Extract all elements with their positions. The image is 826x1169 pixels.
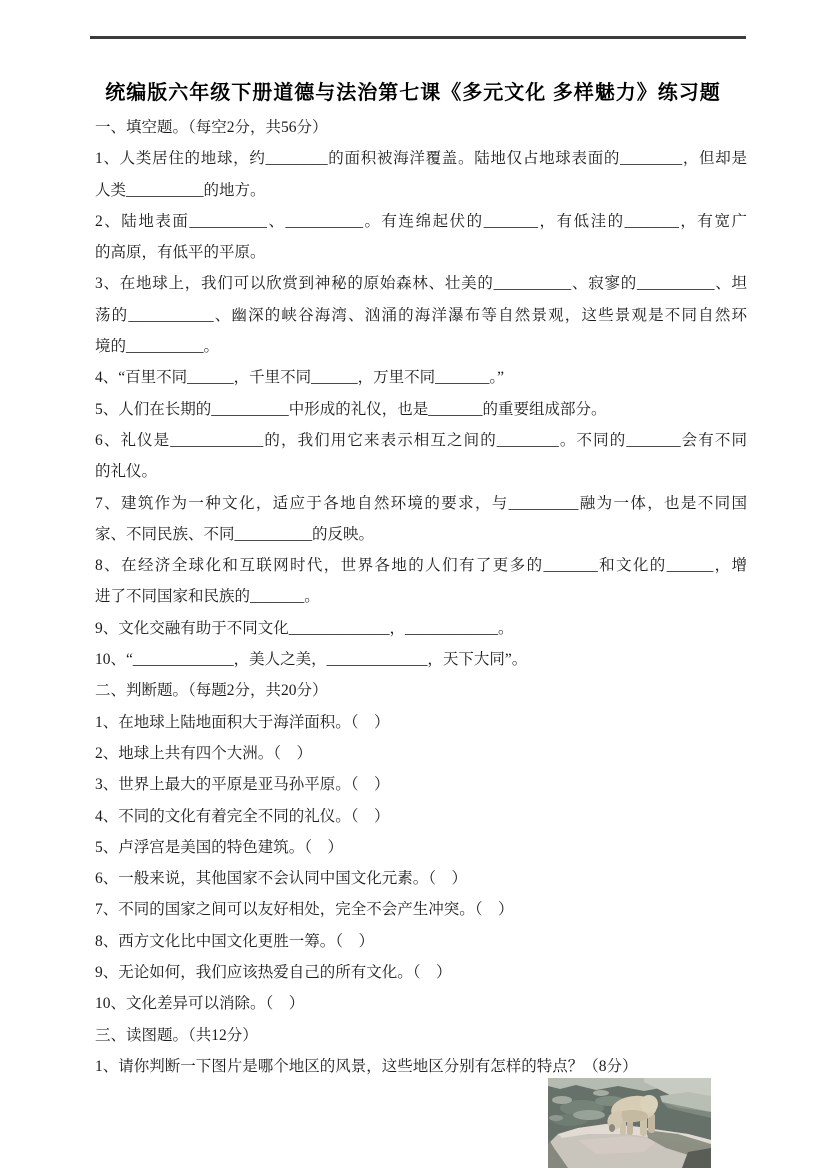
s1-q8-line2: 进了不同国家和民族的_______。 [95,588,320,606]
s2-q3: 3、世界上最大的平原是亚马孙平原。（ ） [95,776,390,794]
s1-q1-line1: 1、人类居住的地球，约________的面积被海洋覆盖。陆地仅占地球表面的________，但却是 [95,150,747,168]
s1-q6-line1: 6、礼仪是____________的，我们用它来表示相互之间的________。不同的_______会有不同 [95,431,747,449]
s1-q7-line1: 7、建筑作为一种文化，适应于各地自然环境的要求，与_________融为一体，也是不同国 [95,494,747,512]
s2-q7: 7、不同的国家之间可以友好相处，完全不会产生冲突。（ ） [95,901,514,919]
s1-q2-line1: 2、陆地表面__________、__________。有连绵起伏的_______，有低洼的_______，有宽广 [95,212,747,230]
s1-q6-line2: 的礼仪。 [95,463,158,481]
s1-q4: 4、“百里不同______，千里不同______，万里不同_______。” [95,369,505,387]
worksheet-body [95,112,747,1082]
s1-q1-line2: 人类__________的地方。 [95,181,266,199]
s2-q9: 9、无论如何，我们应该热爱自己的所有文化。（ ） [95,964,452,982]
s2-q1: 1、在地球上陆地面积大于海洋面积。（ ） [95,713,390,731]
s2-q4: 4、不同的文化有着完全不同的礼仪。（ ） [95,807,390,825]
s2-q2: 2、地球上共有四个大洲。（ ） [95,744,313,762]
s1-q5: 5、人们在长期的__________中形成的礼仪，也是_______的重要组成部分。 [95,400,607,418]
s1-q3-line1: 3、在地球上，我们可以欣赏到神秘的原始森林、壮美的__________、寂寥的__________、坦 [95,275,747,293]
s2-q10: 10、文化差异可以消除。（ ） [95,995,305,1013]
s1-q7-line2: 家、不同民族、不同__________的反映。 [95,525,375,543]
s1-q3-line3: 境的__________。 [95,338,220,356]
section-1-heading: 一、填空题。（每空2分，共56分） [95,119,328,136]
s1-q9: 9、文化交融有助于不同文化_____________，____________。 [95,619,514,637]
s2-q8: 8、西方文化比中国文化更胜一筹。（ ） [95,932,375,950]
polar-bear-photo-art [548,1078,711,1168]
s1-q8-line1: 8、在经济全球化和互联网时代，世界各地的人们有了更多的_______和文化的______，增 [95,557,747,575]
s1-q3-line2: 荡的___________、幽深的峡谷海湾、汹涌的海洋瀑布等自然景观，这些景观是不同自然环 [95,306,747,324]
s1-q2-line2: 的高原，有低平的平原。 [95,244,266,262]
polar-bear-photo [548,1078,711,1168]
s2-q5: 5、卢浮宫是美国的特色建筑。（ ） [95,838,344,856]
s3-q1: 1、请你判断一下图片是哪个地区的风景，这些地区分别有怎样的特点？（8分） [95,1057,638,1075]
s2-q6: 6、一般来说，其他国家不会认同中国文化元素。（ ） [95,870,468,888]
section-3-heading: 三、读图题。（共12分） [95,1026,258,1044]
s1-q10: 10、“_____________，美人之美，_____________，天下大同”。 [95,651,528,669]
page-title: 统编版六年级下册道德与法治第七课《多元文化 多样魅力》练习题 [105,82,721,104]
section-2-heading: 二、判断题。（每题2分，共20分） [95,682,328,700]
header-divider [90,36,746,39]
